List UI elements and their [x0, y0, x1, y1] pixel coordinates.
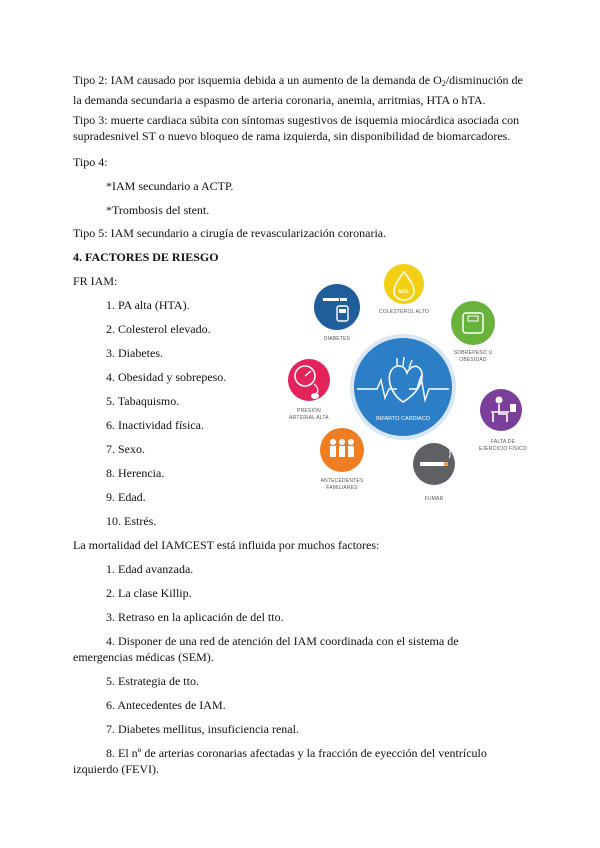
fr-item: 6. Inactividad física. — [106, 418, 204, 432]
high-blood-pressure-factor — [288, 359, 330, 421]
mortality-item: 5. Estrategia de tto. — [106, 674, 199, 688]
fr-item: 4. Obesidad y sobrepeso. — [106, 370, 227, 384]
cigarette-icon — [420, 462, 444, 466]
fr-item: 2. Colesterol elevado. — [106, 322, 211, 336]
tipo3-text-line2: supradesnivel ST o nuevo bloqueo de rama izquierda, sin disponibilidad de biomarcadores. — [73, 129, 511, 143]
mortality-item: 8. El nº de arterias coronarias afectadas y la fracción de eyección del ventrículo — [106, 746, 487, 760]
mortality-item: 2. La clase Killip. — [106, 586, 192, 600]
mortality-item-continued: izquierdo (FEVI). — [73, 762, 159, 776]
fr-item: 10. Estrés. — [106, 514, 157, 528]
fr-item: 7. Sexo. — [106, 442, 145, 456]
fr-item: 3. Diabetes. — [106, 346, 163, 360]
screen-icon — [510, 404, 516, 412]
overweight-factor — [451, 301, 495, 363]
mortality-item: 4. Disponer de una red de atención del IAM coordinada con el sistema de — [106, 634, 459, 648]
smoking-factor — [413, 443, 455, 502]
family-history-caption-2: FAMILIARES — [326, 485, 358, 491]
syringe-icon — [323, 298, 339, 301]
physical-inactivity-factor — [479, 389, 527, 452]
heart-attack-center — [350, 334, 456, 440]
mortality-item-continued: emergencias médicas (SEM). — [73, 650, 214, 664]
mortality-item: 1. Edad avanzada. — [106, 562, 194, 576]
inactivity-caption-2: EJERCICIO FÍSICO — [479, 446, 527, 452]
risk-factors-infographic — [285, 262, 535, 512]
inactivity-caption-1: FALTA DE — [490, 439, 516, 445]
tipo2-text-line2: la demanda secundaria a espasmo de arteria coronaria, anemia, arritmias, HTA o hTA. — [73, 93, 486, 107]
o2-subscript: 2 — [441, 79, 446, 88]
bulb-icon — [311, 393, 319, 399]
tipo3-text-line1: Tipo 3: muerte cardiaca súbita con síntomas sugestivos de isquemia miocárdica asociada con — [73, 113, 520, 127]
tipo4-item-stent: *Trombosis del stent. — [106, 203, 210, 217]
blood-pressure-caption-1: PRESIÓN — [297, 408, 321, 414]
section-heading-factores: 4. FACTORES DE RIESGO — [73, 250, 219, 264]
center-caption: INFARTO CARDIACO — [375, 416, 431, 422]
cholesterol-caption: COLESTEROL ALTO — [378, 309, 430, 315]
tipo5-paragraph: Tipo 5: IAM secundario a cirugía de revascularización coronaria. — [73, 226, 387, 240]
diabetes-caption: DIABETES — [323, 336, 351, 342]
mortality-item: 3. Retraso en la aplicación de del tto. — [106, 610, 284, 624]
mortality-item: 6. Antecedentes de IAM. — [106, 698, 226, 712]
fr-iam-label: FR IAM: — [73, 274, 118, 288]
mol-badge: MOL — [398, 289, 410, 295]
tipo4-item-actp: *IAM secundario a ACTP. — [106, 179, 234, 193]
overweight-circle — [451, 301, 495, 345]
tipo2-paragraph — [73, 72, 535, 108]
family-history-caption-1: ANTECEDENTES — [320, 478, 364, 484]
person-sitting-icon — [496, 397, 503, 404]
fr-item: 5. Tabaquismo. — [106, 394, 180, 408]
smoking-caption: FUMAR — [424, 496, 444, 502]
overweight-caption-1: SOBREPESO U — [453, 350, 493, 356]
fr-item: 9. Edad. — [106, 490, 146, 504]
overweight-caption-2: OBESIDAD — [459, 357, 487, 363]
tipo4-label: Tipo 4: — [73, 155, 108, 169]
diabetes-factor — [314, 284, 360, 342]
mortality-item: 7. Diabetes mellitus, insuficiencia renal. — [106, 722, 299, 736]
mortality-intro: La mortalidad del IAMCEST está influida por muchos factores: — [73, 538, 380, 552]
fr-item: 8. Herencia. — [106, 466, 165, 480]
tipo2-text: Tipo 2: IAM causado por isquemia debida a un aumento de la demanda de O — [73, 73, 442, 87]
tipo2-text-end: /disminución de — [445, 73, 523, 87]
fr-item: 1. PA alta (HTA). — [106, 298, 190, 312]
cholesterol-circle — [384, 264, 424, 304]
family-history-factor — [320, 428, 364, 491]
cholesterol-factor — [379, 264, 429, 315]
blood-pressure-caption-2: ARTERIAL ALTA — [289, 415, 329, 421]
family-icon — [330, 439, 336, 445]
tipo3-paragraph — [73, 112, 535, 144]
blood-pressure-circle — [288, 359, 330, 401]
